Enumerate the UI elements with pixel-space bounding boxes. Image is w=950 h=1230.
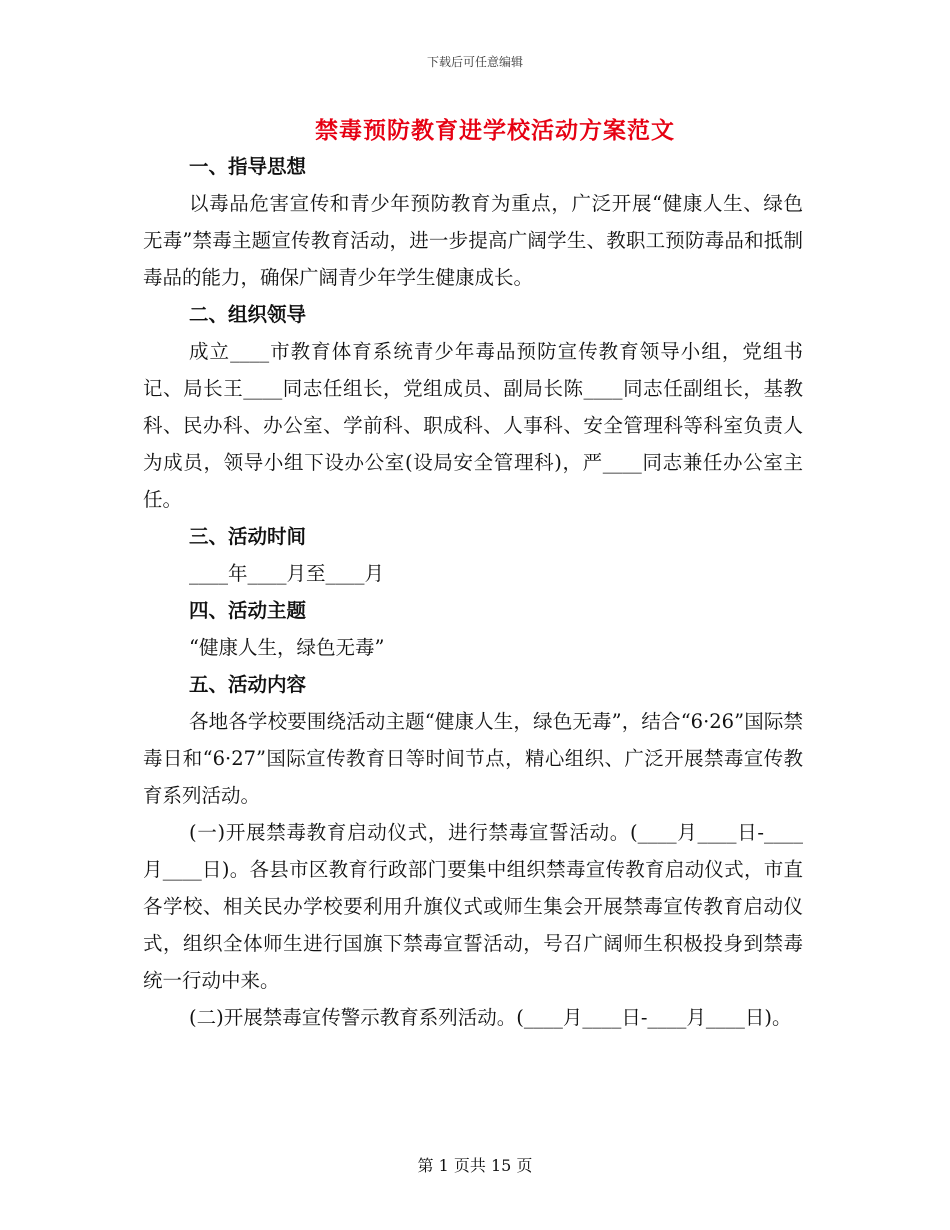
paragraph-activity-content-intro: 各地各学校要围绕活动主题“健康人生，绿色无毒”，结合“6·26”国际禁毒日和“6·27”国际宣传教育日等时间节点，精心组织、广泛开展禁毒宣传教育系列活动。 [143, 710, 803, 807]
paragraph-activity-theme: “健康人生，绿色无毒” [189, 636, 385, 659]
paragraph-organization: 成立____市教育体育系统青少年毒品预防宣传教育领导小组，党组书记、局长王____同志任组长，党组成员、副局长陈____同志任副组长，基教科、民办科、办公室、学前科、职成科、人事科、安全管理科等科室负责人为成员，领导小组下设办公室(设局安全管理科)，严____同志兼任办公室主任。 [143, 340, 803, 511]
document-body [143, 148, 803, 1036]
paragraph-guiding-ideology: 以毒品危害宣传和青少年预防教育为重点，广泛开展“健康人生、绿色无毒”禁毒主题宣传教育活动，进一步提高广阔学生、教职工预防毒品和抵制毒品的能力，确保广阔青少年学生健康成长。 [143, 192, 803, 289]
section-heading-activity-content: 五、活动内容 [189, 673, 307, 696]
paragraph-activity-item-1: (一)开展禁毒教育启动仪式，进行禁毒宣誓活动。(____月____日-____月____日)。各县市区教育行政部门要集中组织禁毒宣传教育启动仪式，市直各学校、相关民办学校要利用升旗仪式或师生集会开展禁毒宣传教育启动仪式，组织全体师生进行国旗下禁毒宣誓活动，号召广阔师生积极投身到禁毒统一行动中来。 [143, 821, 803, 992]
page-number-footer: 第 1 页共 15 页 [417, 1156, 533, 1175]
section-heading-guiding-ideology: 一、指导思想 [189, 155, 307, 178]
section-heading-organization: 二、组织领导 [189, 303, 307, 326]
paragraph-activity-item-2: (二)开展禁毒宣传警示教育系列活动。(____月____日-____月____日)。 [189, 1006, 792, 1029]
paragraph-activity-time: ____年____月至____月 [189, 562, 385, 585]
section-heading-activity-time: 三、活动时间 [189, 525, 307, 548]
section-heading-activity-theme: 四、活动主题 [189, 599, 307, 622]
page-header-note: 下载后可任意编辑 [426, 55, 523, 69]
document-title: 禁毒预防教育进学校活动方案范文 [315, 117, 675, 144]
